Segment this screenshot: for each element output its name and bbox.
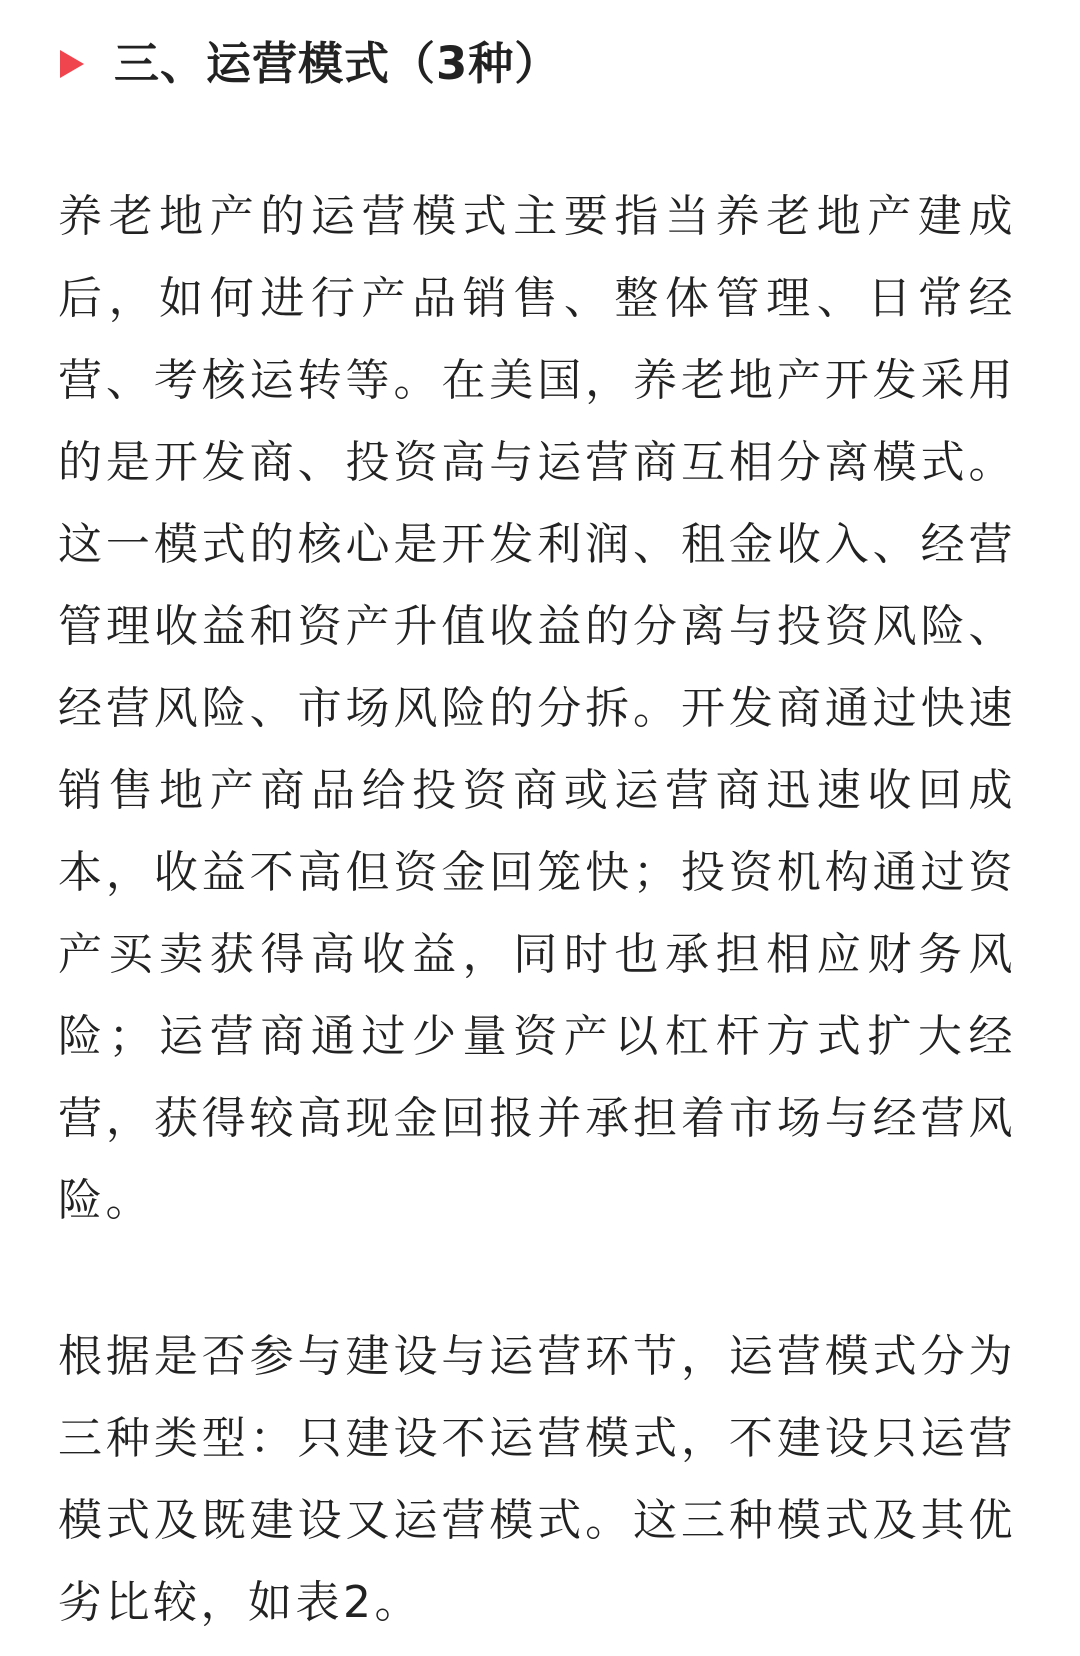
section-heading-text: 三、运营模式（3种） bbox=[114, 37, 561, 90]
paragraph-three-types: 根据是否参与建设与运营环节，运营模式分为三种类型：只建设不运营模式，不建设只运营模式及既建设又运营模式。这三种模式及其优劣比较，如表2。 bbox=[58, 1331, 1016, 1628]
paragraph-operation-model: 养老地产的运营模式主要指当养老地产建成后，如何进行产品销售、整体管理、日常经营、考核运转等。在美国，养老地产开发采用的是开发商、投资高与运营商互相分离模式。这一模式的核心是开发利润、租金收入、经营管理收益和资产升值收益的分离与投资风险、经营风险、市场风险的分拆。开发商通过快速销售地产商品给投资商或运营商迅速收回成本，收益不高但资金回笼快；投资机构通过资产买卖获得高收益，同时也承担相应财务风险；运营商通过少量资产以杠杆方式扩大经营，获得较高现金回报并承担着市场与经营风险。 bbox=[58, 191, 1016, 1226]
section-heading bbox=[58, 34, 1016, 94]
right-triangle-icon bbox=[60, 50, 84, 78]
